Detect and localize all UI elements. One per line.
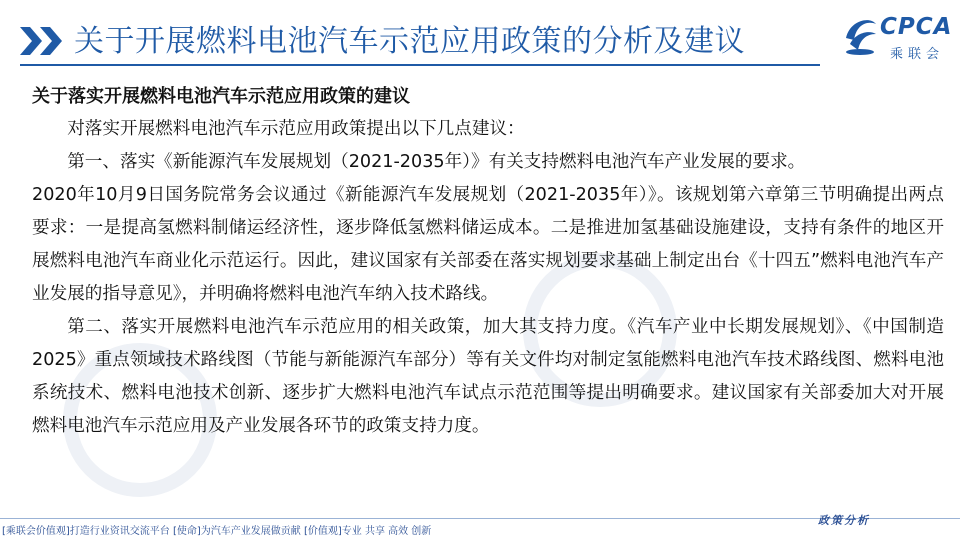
logo-subtitle: 乘联会 — [890, 47, 945, 62]
slide-header — [0, 0, 960, 72]
paragraph-point-one: 第一、落实《新能源汽车发展规划（2021-2035年）》有关支持燃料电池汽车产业发展的要求。 — [67, 152, 806, 172]
cpca-logo — [840, 8, 952, 64]
footer-section-label: 政策分析 — [818, 514, 870, 527]
section-heading: 关于落实开展燃料电池汽车示范应用政策的建议 — [32, 86, 410, 107]
double-chevron-right-icon — [18, 24, 68, 58]
paragraph-intro: 对落实开展燃料电池汽车示范应用政策提出以下几点建议： — [67, 119, 525, 139]
page-title: 关于开展燃料电池汽车示范应用政策的分析及建议 — [74, 24, 745, 59]
paragraph-point-one-detail: 2020年10月9日国务院常务会议通过《新能源汽车发展规划（2021-2035年）》。该规划第六章第三节明确提出两点要求：一是提高氢燃料制储运经济性，逐步降低氢燃料储运成本。二是推进加氢基础设施建设，支持有条件的地区开展燃料电池汽车商业化示范运行。因此，建议国家有关部委在落实规划要求基础上制定出台《十四五”燃料电池汽车产业发展的指导意见》，并明确将燃料电池汽车纳入技术路线。 — [32, 185, 944, 304]
footer-motto: [乘联会价值观]打造行业资讯交流平台 [使命]为汽车产业发展做贡献 [价值观]专业 共享 高效 创新 — [2, 526, 432, 537]
paragraph-point-two: 第二、落实开展燃料电池汽车示范应用的相关政策，加大其支持力度。《汽车产业中长期发展规划》、《中国制造2025》重点领域技术路线图（节能与新能源汽车部分）等有关文件均对制定氢能燃料电池汽车技术路线图、燃料电池系统技术、燃料电池技术创新、逐步扩大燃料电池汽车试点示范范围等提出明确要求。建议国家有关部委加大对开展燃料电池汽车示范应用及产业发展各环节的政策支持力度。 — [32, 317, 944, 436]
slide-body — [32, 80, 944, 443]
title-underline — [20, 64, 820, 66]
logo-emblem-icon — [840, 10, 880, 58]
footer-divider — [0, 518, 960, 519]
logo-wordmark: CPCA — [880, 14, 953, 40]
